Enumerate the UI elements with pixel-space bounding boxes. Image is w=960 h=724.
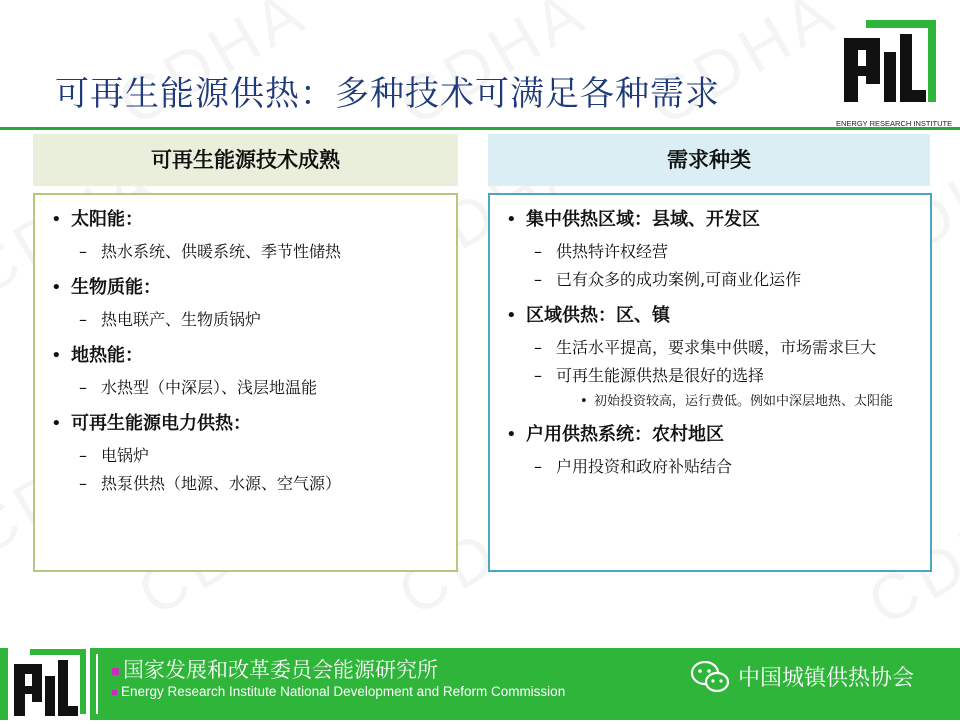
right-column-box [488,193,932,572]
square-bullet-icon [112,668,119,675]
right-column-header: 需求种类 [488,134,930,186]
eri-logo-icon [836,16,940,116]
left-column-header: 可再生能源技术成熟 [33,134,458,186]
left-bullet-list [49,207,446,495]
title-divider [0,127,960,130]
footer-association: 中国城镇供热协会 [738,666,915,691]
sub-sub-bullet: • 初始投资较高，运行费低。例如中深层地热、太阳能 [504,393,920,410]
sub-bullet: – 户用投资和政府补贴结合 [504,456,920,478]
footer-org-cn [112,654,438,684]
sub-bullet: – 水热型（中深层）、浅层地温能 [49,377,446,399]
sub-bullet: – 已有众多的成功案例,可商业化运作 [504,269,920,291]
page-title: 可再生能源供热：多种技术可满足各种需求 [55,74,720,114]
bullet-household-heating: • 户用供热系统：农村地区 [504,422,920,448]
sub-bullet: – 热水系统、供暖系统、季节性储热 [49,241,446,263]
footer-divider [96,654,98,714]
sub-bullet: – 热电联产、生物质锅炉 [49,309,446,331]
footer-logo [8,646,90,720]
sub-bullet: – 供热特许权经营 [504,241,920,263]
left-column-box [33,193,458,572]
footer-org-cn-text: 国家发展和改革委员会能源研究所 [123,658,438,682]
bullet-renewable-power-heating: • 可再生能源电力供热： [49,411,446,437]
sub-bullet: – 热泵供热（地源、水源、空气源） [49,473,446,495]
wechat-icon [690,660,730,694]
eri-logo [836,16,953,128]
bullet-geothermal: • 地热能： [49,343,446,369]
right-bullet-list [504,207,920,478]
eri-logo-icon [8,646,90,720]
footer-org-en-text: Energy Research Institute National Development and Reform Commission [121,684,566,699]
bullet-central-heating: • 集中供热区域：县域、开发区 [504,207,920,233]
sub-bullet: – 生活水平提高，要求集中供暖，市场需求巨大 [504,337,920,359]
bullet-biomass: • 生物质能： [49,275,446,301]
bullet-district-heating: • 区域供热：区、镇 [504,303,920,329]
bullet-solar: • 太阳能： [49,207,446,233]
sub-bullet: – 可再生能源供热是很好的选择 [504,365,920,387]
eri-logo-text: ENERGY RESEARCH INSTITUTE [836,119,953,128]
footer-org-en [112,684,565,699]
sub-bullet: – 电锅炉 [49,445,446,467]
square-bullet-icon [112,690,117,695]
